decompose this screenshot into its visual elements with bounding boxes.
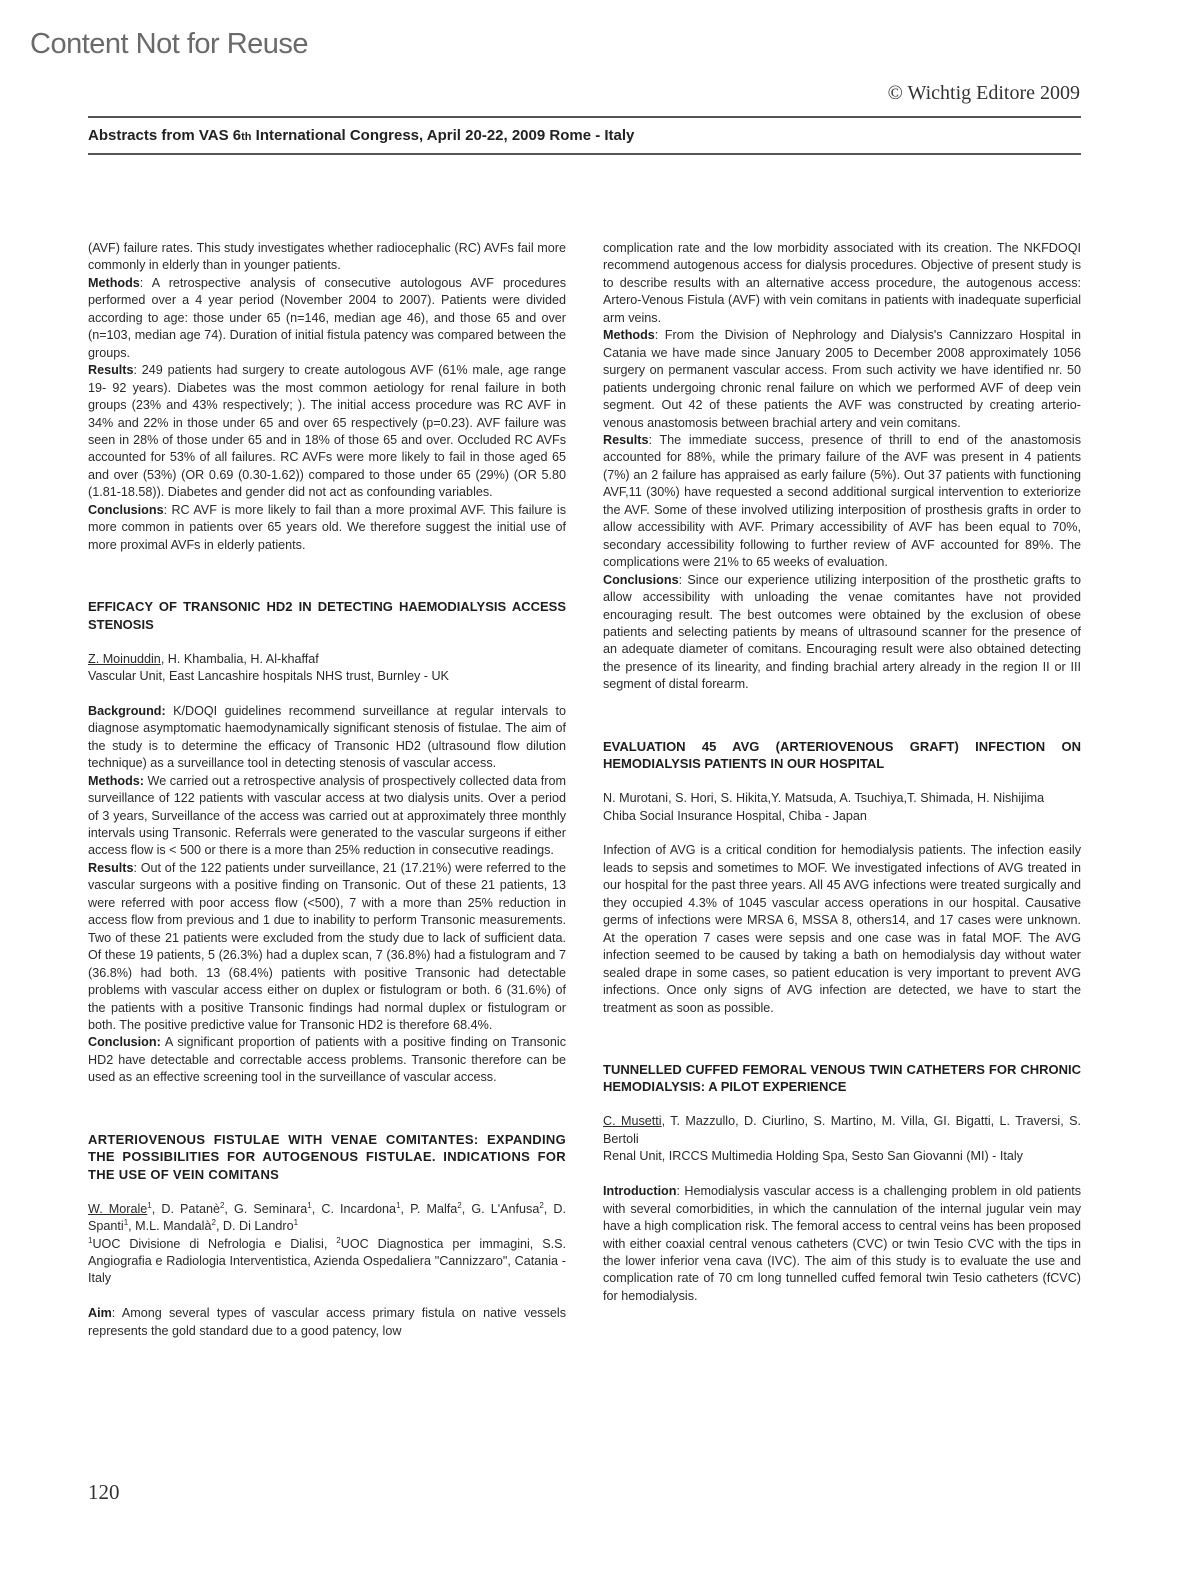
- author-affiliation-marker: 1: [123, 1217, 129, 1227]
- author-name: , D. Patanè: [151, 1201, 220, 1216]
- paragraph: [88, 1034, 566, 1086]
- author-affiliation-marker: 2: [219, 1200, 225, 1210]
- paragraph: [603, 432, 1081, 572]
- presenting-author: C. Musetti: [603, 1114, 662, 1129]
- authors: , T. Mazzullo, D. Ciurlino, S. Martino, M. Villa, GI. Bigatti, L. Traversi, S. Bertoli: [603, 1114, 1082, 1146]
- paragraph: [88, 1305, 566, 1340]
- section-label: Methods: [88, 275, 140, 290]
- section-label: Results: [88, 860, 134, 875]
- abstract-title: TUNNELLED CUFFED FEMORAL VENOUS TWIN CATHETERS FOR CHRONIC HEMODIALYSIS: A PILOT EXPERIENCE: [603, 1062, 1081, 1095]
- copyright-notice: © Wichtig Editore 2009: [887, 82, 1080, 104]
- affiliation: [88, 1236, 566, 1288]
- paragraph-text: : The immediate success, presence of thrill to end of the anastomosis accounted for 88%, while the primary failure of the AVF was present in 4 patients (7%) an 2 failure has appraised as early failure (5%). Out 37 patients with functioning AVF,11 (30%) have requested a second additional surgical intervention to exteriorize the AVF. Some of these involved utilizing interposition of prosthesis grafts in order to allow accessibility with AVF. Primary accessibility of AVF has been equal to 70%, secondary accessibility following to further review of AVF accounted for 89%. The complications were 21% to 65 weeks of evaluation.: [603, 432, 1081, 570]
- section-label: Background:: [88, 703, 166, 718]
- section-label: Conclusion:: [88, 1035, 161, 1050]
- paragraph: [88, 773, 566, 860]
- author-affiliation-marker: 2: [457, 1200, 462, 1210]
- affiliation-marker: 1: [88, 1235, 93, 1245]
- authors: , H. Khambalia, H. Al-khaffaf: [160, 651, 319, 666]
- author-name: , D. Spanti: [88, 1201, 566, 1234]
- paragraph: [88, 362, 566, 502]
- paragraph-text: : RC AVF is more likely to fail than a more proximal AVF. This failure is more common in patients over 65 years old. We therefore suggest the initial use of more proximal AVFs in elderly patients.: [88, 502, 566, 552]
- author-list: [88, 1201, 566, 1236]
- section-label: Introduction: [603, 1184, 677, 1199]
- header-rule-bottom: [88, 153, 1081, 155]
- author-name: , M.L. Mandalà: [128, 1219, 212, 1234]
- paragraph: [603, 572, 1081, 694]
- author-list: [603, 1113, 1081, 1148]
- paragraph: [88, 703, 566, 773]
- author-name: , G. L'Anfusa: [461, 1201, 540, 1216]
- paragraph: [603, 1183, 1081, 1305]
- abstract-title: ARTERIOVENOUS FISTULAE WITH VENAE COMITANTES: EXPANDING THE POSSIBILITIES FOR AUTOGENOUS FISTULAE. INDICATIONS FOR THE USE OF VEIN COMITANS: [88, 1131, 566, 1182]
- paragraph: Infection of AVG is a critical condition for hemodialysis patients. The infection easily leads to sepsis and sometimes to MOF. We investigated infections of AVG treated in our hospital for the past three years. All 45 AVG infections were treated surgically and they occupied 4.3% of 1045 vascular access operations in our hospital. Causative germs of infections were MRSA 6, MSSA 8, others14, and 17 cases were unknown. At the operation 7 cases were sepsis and one case was in fatal MOF. The AVG infection seemed to be caused by taking a bath on hemodialysis day without water sealed drape in some cases, so patient education is very important to prevent AVG infections. Once only signs of AVG infection are detected, we have to start the treatment as soon as possible.: [603, 843, 1081, 1015]
- affiliation: Renal Unit, IRCCS Multimedia Holding Spa, Sesto San Giovanni (MI) - Italy: [603, 1149, 1023, 1164]
- section-label: Methods:: [88, 773, 144, 788]
- presenting-author: W. Morale: [88, 1201, 148, 1216]
- abstract-title: EVALUATION 45 AVG (ARTERIOVENOUS GRAFT) INFECTION ON HEMODIALYSIS PATIENTS IN OUR HOSPITAL: [603, 738, 1081, 772]
- paragraph: [603, 240, 1081, 327]
- author-name: , D. Di Landro: [215, 1219, 294, 1234]
- running-head-text-rest: International Congress, April 20-22, 2009 Rome - Italy: [251, 127, 635, 144]
- paragraph-text: : From the Division of Nephrology and Dialysis's Cannizzaro Hospital in Catania we have made since January 2005 to December 2008 approximately 1056 surgery on permanent vascular access. From such activity we have identified nr. 50 patients undergoing chronic renal failure on which we performed AVF of deep vein segment. Out 42 of these patients the AVF was constructed by creating arterio-venous anastomosis between brachial artery and vein comitans.: [603, 328, 1081, 430]
- author-name: , G. Seminara: [224, 1201, 308, 1216]
- running-head: [88, 127, 634, 144]
- paragraph: [88, 860, 566, 1035]
- author-affiliation-marker: 1: [293, 1217, 299, 1227]
- author-affiliation-marker: 2: [539, 1200, 544, 1210]
- paragraph-text: : Since our experience utilizing interposition of the prosthetic grafts to allow accessibility with unloading the venae comitantes have not provided encouraging result. The best outcomes were obtained by the exclusion of obese patients and selecting patients by means of ultrasound scanner for the presence of an adequate diameter of comitans. Encouraging result were also obtained detecting the presence of its linearity, and finding brachial artery already in the region II or III segment of distal forearm.: [603, 572, 1081, 692]
- affiliation-marker: 2: [336, 1235, 341, 1245]
- section-label: Aim: [88, 1306, 112, 1321]
- paragraph: [88, 240, 566, 275]
- section-label: Conclusions: [88, 502, 164, 517]
- watermark: Content Not for Reuse: [30, 28, 309, 60]
- paragraph-text: : 249 patients had surgery to create autologous AVF (61% male, age range 19- 92 years). Diabetes was the most common aetiology for renal failure in both groups (23% and 43% respectively; ). The initial access procedure was RC AVF in 34% and 22% in those under 65 and over 65 respectively (p=0.23). AVF failure was seen in 28% of those under 65 and in 18% of those 65 and over. Occluded RC AVFs accounted for 53% of all failures. RC AVFs were more likely to fail in those aged 65 and over (53%) (OR 0.69 (0.30-1.62)) compared to those under 65 (29%) (OR 5.80 (1.81-18.58)). Diabetes and gender did not act as confounding variables.: [88, 363, 566, 500]
- paragraph-text: : Among several types of vascular access primary fistula on native vessels represents the gold standard due to a good patency, low: [88, 1306, 566, 1338]
- affiliation: Vascular Unit, East Lancashire hospitals NHS trust, Burnley - UK: [88, 668, 449, 683]
- affiliation: Chiba Social Insurance Hospital, Chiba - Japan: [603, 808, 867, 823]
- author-list: [88, 651, 566, 668]
- section-label: Results: [88, 363, 134, 378]
- paragraph-text: : Out of the 122 patients under surveillance, 21 (17.21%) were referred to the vascular surgeons with a positive finding on Transonic. Out of these 21 patients, 13 were referred with poor access flow (<500), 7 with a more than 25% reduction in access flow from previous and 1 due to inability to perform Transonic measurements. Two of these 21 patients were excluded from the study due to lack of sufficient data. Of these 19 patients, 5 (26.3%) had a duplex scan, 7 (36.8%) had a fistulogram and 7 (36.8%) had both. 13 (68.4%) patients with positive Transonic had detectable problems with vascular access either on duplex or fistulogram or both. 6 (31.6%) of the patients with a positive Transonic findings had normal duplex or fistulogram or both. The positive predictive value for Transonic HD2 is therefore 68.4%.: [88, 860, 566, 1032]
- affiliation-text: UOC Diagnostica per immagini, S.S. Angiografia e Radiologia Interventistica, Azienda Ospedaliera "Cannizzaro", Catania - Italy: [88, 1236, 567, 1286]
- header-rule-top: [88, 116, 1081, 118]
- paragraph-text: (AVF) failure rates. This study investigates whether radiocephalic (RC) AVFs fail more commonly in elderly than in younger patients.: [88, 241, 566, 273]
- right-column: [603, 240, 1081, 1305]
- paragraph-text: K/DOQI guidelines recommend surveillance at regular intervals to diagnose asymptomatic haemodynamically significant stenosis of fistulae. The aim of the study is to determine the efficacy of Transonic HD2 (ultrasound flow dilution technique) as a surveillance tool in detecting stenosis of vascular access.: [88, 703, 566, 771]
- presenting-author: Z. Moinuddin: [88, 651, 161, 666]
- paragraph-text: We carried out a retrospective analysis of prospectively collected data from surveillance of 122 patients with vascular access at two dialysis units. Over a period of 3 years, Surveillance of the access was carried out at approximately three monthly intervals using Transonic. Referrals were generated to the vascular surgeons if either access flow is < 500 or there is a more than 25% reduction in consecutive readings.: [88, 773, 566, 858]
- paragraph-text: : Hemodialysis vascular access is a challenging problem in old patients with several comorbidities, in which the cannulation of the internal jugular vein may have a high complication risk. The femoral access to central veins has been proposed with either coaxial central venous catheters (CVC) or twin Tesio CVC with the tips in the lower inferior vena cava (IVC). The aim of this study is to evaluate the use and complication rate of 70 cm long tunnelled cuffed femoral twin Tesio catheters (fCVC) for hemodialysis.: [603, 1184, 1081, 1303]
- author-affiliation-marker: 1: [147, 1200, 152, 1210]
- author-name: , P. Malfa: [400, 1201, 458, 1216]
- running-head-text: Abstracts from VAS 6: [88, 127, 242, 144]
- paragraph-text: : A retrospective analysis of consecutive autologous AVF procedures performed over a 4 year period (November 2004 to 2007). Patients were divided according to age: those under 65 (n=146, median age 46), and those 65 and over (n=103, median age 74). Duration of initial fistula patency was compared between the groups.: [88, 275, 566, 360]
- author-affiliation-marker: 2: [211, 1217, 216, 1227]
- section-label: Methods: [603, 328, 655, 343]
- paragraph: [88, 275, 566, 362]
- page-number: 120: [88, 1480, 120, 1504]
- paragraph-text: A significant proportion of patients with a positive finding on Transonic HD2 have detectable and correctable access problems. Transonic therefore can be used as an effective screening tool in the surveillance of vascular access.: [88, 1035, 566, 1085]
- author-affiliation-marker: 1: [396, 1200, 401, 1210]
- author-affiliation-marker: 1: [307, 1200, 312, 1210]
- author-list: N. Murotani, S. Hori, S. Hikita,Y. Matsuda, A. Tsuchiya,T. Shimada, H. Nishijima: [603, 791, 1045, 806]
- left-column: [88, 240, 566, 1340]
- running-head-suffix: th: [241, 131, 252, 143]
- section-label: Results: [603, 432, 649, 447]
- paragraph: [88, 502, 566, 554]
- affiliation-text: UOC Divisione di Nefrologia e Dialisi,: [92, 1236, 337, 1251]
- abstract-title: EFFICACY OF TRANSONIC HD2 IN DETECTING HAEMODIALYSIS ACCESS STENOSIS: [88, 599, 566, 632]
- author-name: , C. Incardona: [311, 1201, 397, 1216]
- section-label: Conclusions: [603, 572, 679, 587]
- paragraph: [603, 327, 1081, 432]
- paragraph-text: complication rate and the low morbidity associated with its creation. The NKFDOQI recommend autogenous access for dialysis procedures. Objective of present study is to describe results with an alternative access procedure, the autogenous access: Artero-Venous Fistula (AVF) with vein comitans in patients with inadequate superficial arm veins.: [603, 241, 1081, 325]
